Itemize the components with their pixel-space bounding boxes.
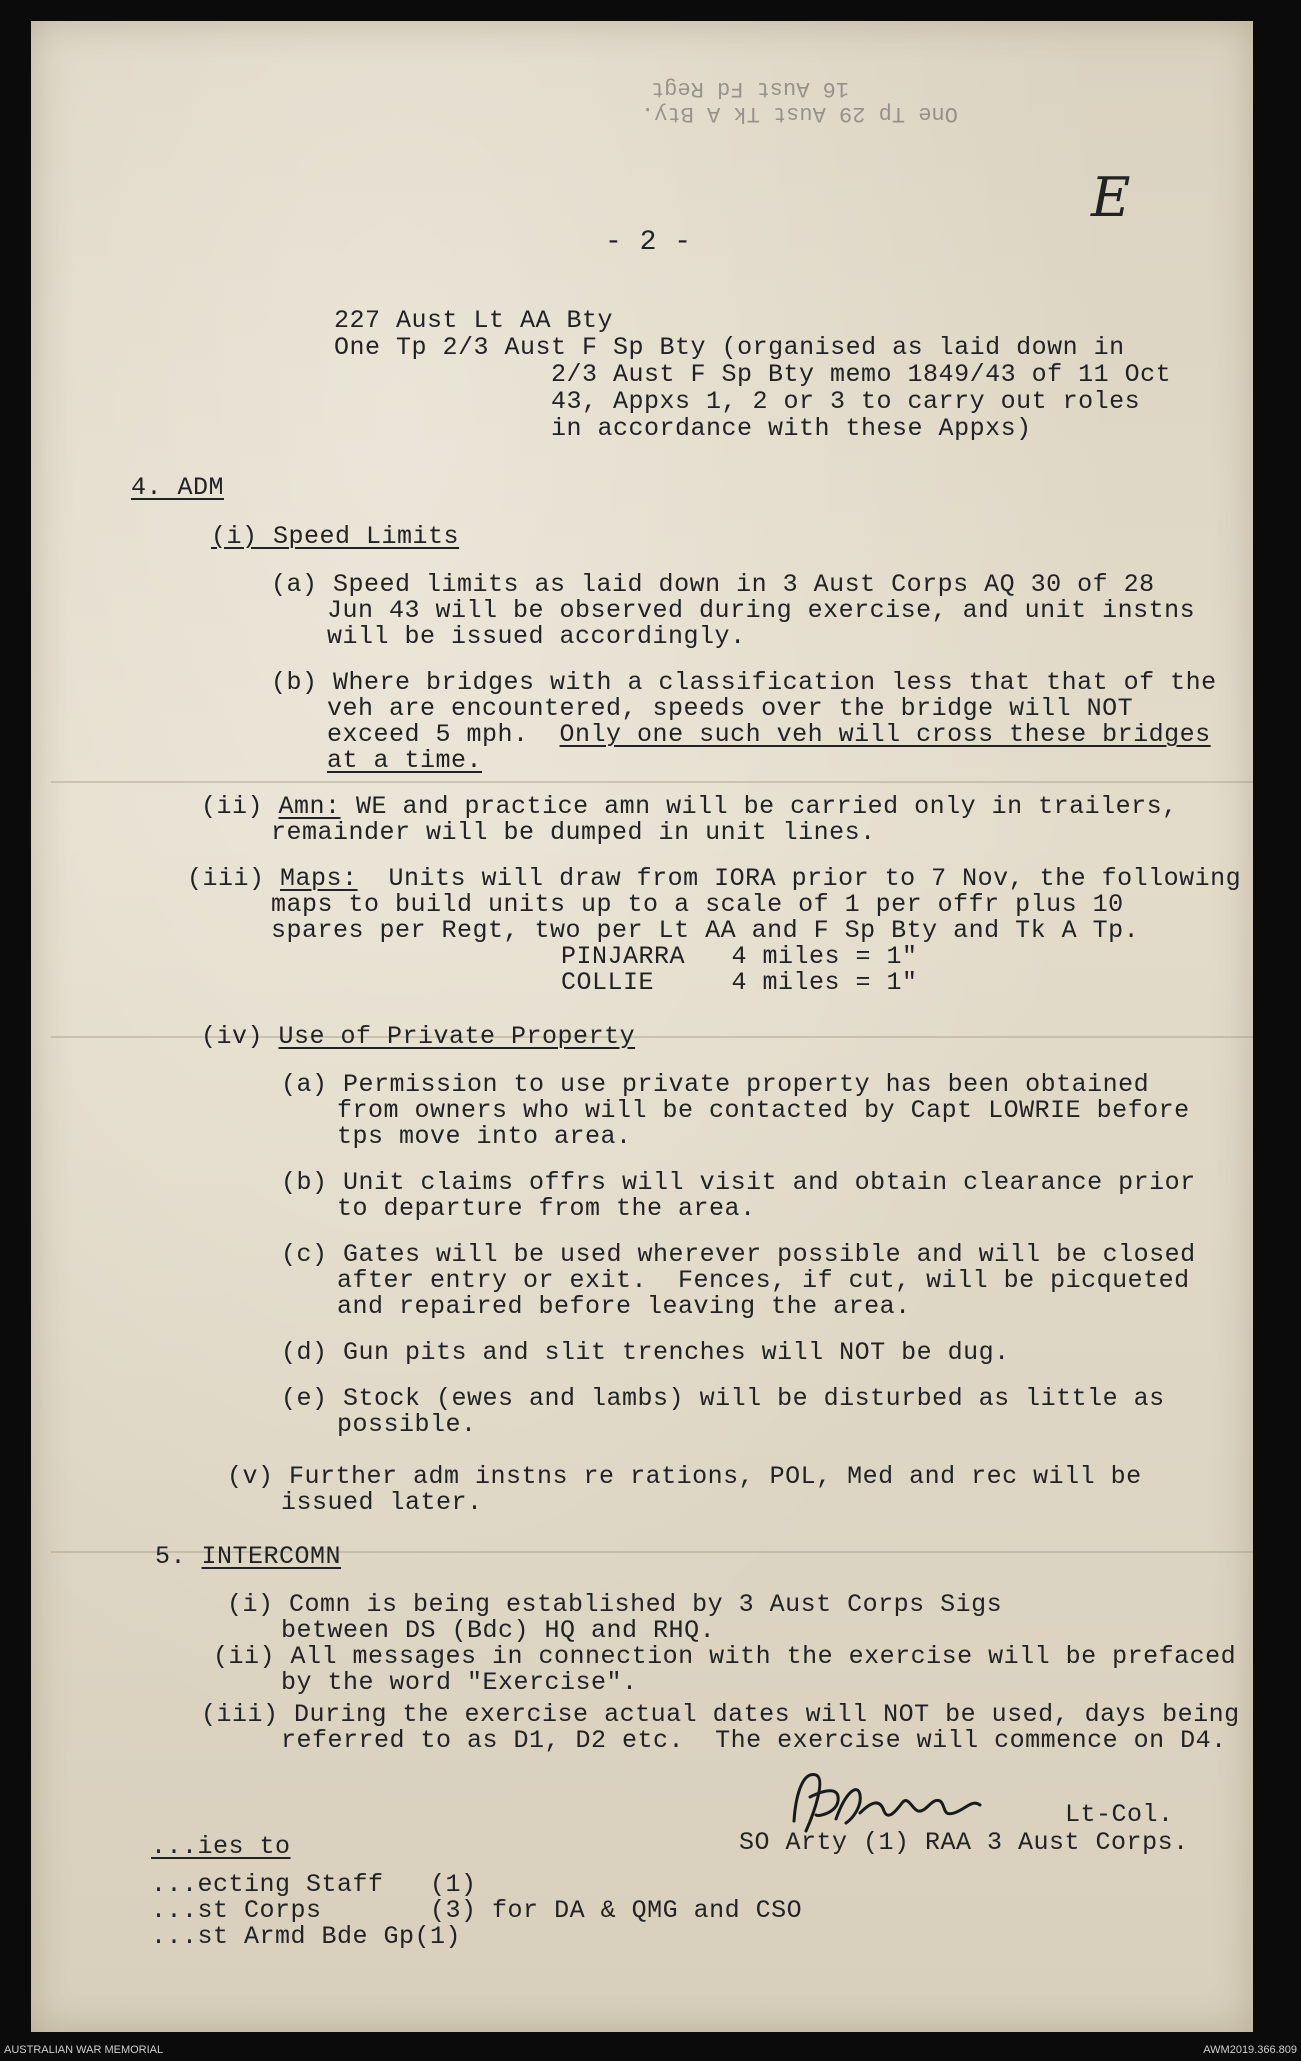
paragraph-line: spares per Regt, two per Lt AA and F Sp Bty and Tk A Tp. <box>271 916 1140 945</box>
paragraph-line: tps move into area. <box>337 1122 632 1151</box>
item-number: (iii) <box>187 864 281 893</box>
distribution-row: ...st Armd Bde Gp(1) <box>151 1922 462 1951</box>
section-heading-adm: 4. ADM <box>131 473 225 502</box>
amn-heading: Amn: <box>278 792 341 821</box>
fold-crease <box>51 781 1253 783</box>
paragraph-line: between DS (Bdc) HQ and RHQ. <box>281 1616 716 1645</box>
paragraph-line: (c) Gates will be used wherever possible and will be closed <box>281 1240 1196 1269</box>
paragraph-line <box>201 793 1178 821</box>
underlined-instruction: Only one such veh will cross these bridges <box>559 720 1211 749</box>
paragraph-line: (i) Comn is being established by 3 Aust Corps Sigs <box>227 1590 1003 1619</box>
bleed-through-line: One Tp 29 Aust Tk A Bty. <box>641 101 958 126</box>
maps-heading: Maps: <box>280 864 358 893</box>
paragraph-line: veh are encountered, speeds over the bridge will NOT <box>327 694 1134 723</box>
paragraph-line: (b) Where bridges with a classification less that that of the <box>271 668 1217 697</box>
paragraph-line: by the word "Exercise". <box>281 1668 638 1697</box>
signatory-rank: Lt-Col. <box>1065 1800 1174 1829</box>
map-sheet: COLLIE 4 miles = 1" <box>561 968 918 997</box>
map-sheet: PINJARRA 4 miles = 1" <box>561 942 918 971</box>
paragraph-line: Jun 43 will be observed during exercise, and unit instns <box>327 596 1196 625</box>
text-span: WE and practice amn will be carried only in trailers, <box>340 792 1178 821</box>
handwritten-mark: E <box>1091 166 1131 229</box>
text-span: Units will draw from IORA prior to 7 Nov, the following <box>357 864 1242 893</box>
intercomn-heading: INTERCOMN <box>201 1542 342 1571</box>
private-property-heading: Use of Private Property <box>278 1022 636 1051</box>
paragraph-line: and repaired before leaving the area. <box>337 1292 911 1321</box>
underlined-instruction: at a time. <box>327 746 483 775</box>
unit-line: 2/3 Aust F Sp Bty memo 1849/43 of 11 Oct <box>551 360 1172 389</box>
footer-accession-number: AWM2019.366.809 <box>1203 2044 1297 2056</box>
paragraph-line: after entry or exit. Fences, if cut, will be picqueted <box>337 1266 1190 1295</box>
paragraph-line: issued later. <box>281 1488 483 1517</box>
paragraph-line: referred to as D1, D2 etc. The exercise will commence on D4. <box>281 1726 1227 1755</box>
item-number: (ii) <box>201 792 279 821</box>
paragraph-line: (v) Further adm instns re rations, POL, Med and rec will be <box>227 1462 1142 1491</box>
paragraph-line: (iii) During the exercise actual dates will NOT be used, days being <box>201 1700 1240 1729</box>
distribution-row: ...ecting Staff (1) <box>151 1870 477 1899</box>
unit-line: One Tp 2/3 Aust F Sp Bty (organised as laid down in <box>334 333 1125 362</box>
distribution-heading: ...ies to <box>151 1832 291 1861</box>
text-span: exceed 5 mph. <box>327 720 560 749</box>
footer-credit: AUSTRALIAN WAR MEMORIAL <box>4 2044 164 2056</box>
item-number: 5. <box>155 1542 202 1571</box>
signatory-appointment: SO Arty (1) RAA 3 Aust Corps. <box>739 1828 1189 1857</box>
page-number: - 2 - <box>605 227 692 258</box>
distribution-row: ...st Corps (3) for DA & QMG and CSO <box>151 1896 803 1925</box>
paragraph-line: (a) Speed limits as laid down in 3 Aust Corps AQ 30 of 28 <box>271 570 1155 599</box>
paragraph-line <box>187 865 1241 893</box>
paragraph-line: (d) Gun pits and slit trenches will NOT be dug. <box>281 1338 1010 1367</box>
paragraph-line: will be issued accordingly. <box>327 622 746 651</box>
unit-line: 227 Aust Lt AA Bty <box>334 306 614 335</box>
paragraph-line: possible. <box>337 1410 477 1439</box>
paragraph-line: maps to build units up to a scale of 1 per offr plus 10 <box>271 890 1124 919</box>
speed-limits-heading: (i) Speed Limits <box>211 522 460 551</box>
paragraph-line: (e) Stock (ewes and lambs) will be disturbed as little as <box>281 1384 1165 1413</box>
paragraph-line: (ii) All messages in connection with the exercise will be prefaced <box>213 1642 1237 1671</box>
paragraph-line: (a) Permission to use private property has been obtained <box>281 1070 1150 1099</box>
paragraph-line: from owners who will be contacted by Capt LOWRIE before <box>337 1096 1190 1125</box>
item-number: (iv) <box>201 1022 279 1051</box>
section-heading <box>155 1543 341 1571</box>
paragraph-line: to departure from the area. <box>337 1194 756 1223</box>
bleed-through-line: 16 Aust Fd Regt <box>651 76 850 101</box>
unit-line: 43, Appxs 1, 2 or 3 to carry out roles <box>551 387 1141 416</box>
paragraph-line <box>201 1023 635 1051</box>
unit-line: in accordance with these Appxs) <box>551 414 1032 443</box>
paragraph-line: remainder will be dumped in unit lines. <box>271 818 876 847</box>
paragraph-line <box>327 721 1211 749</box>
document-page <box>31 21 1253 2032</box>
paragraph-line: (b) Unit claims offrs will visit and obtain clearance prior <box>281 1168 1196 1197</box>
